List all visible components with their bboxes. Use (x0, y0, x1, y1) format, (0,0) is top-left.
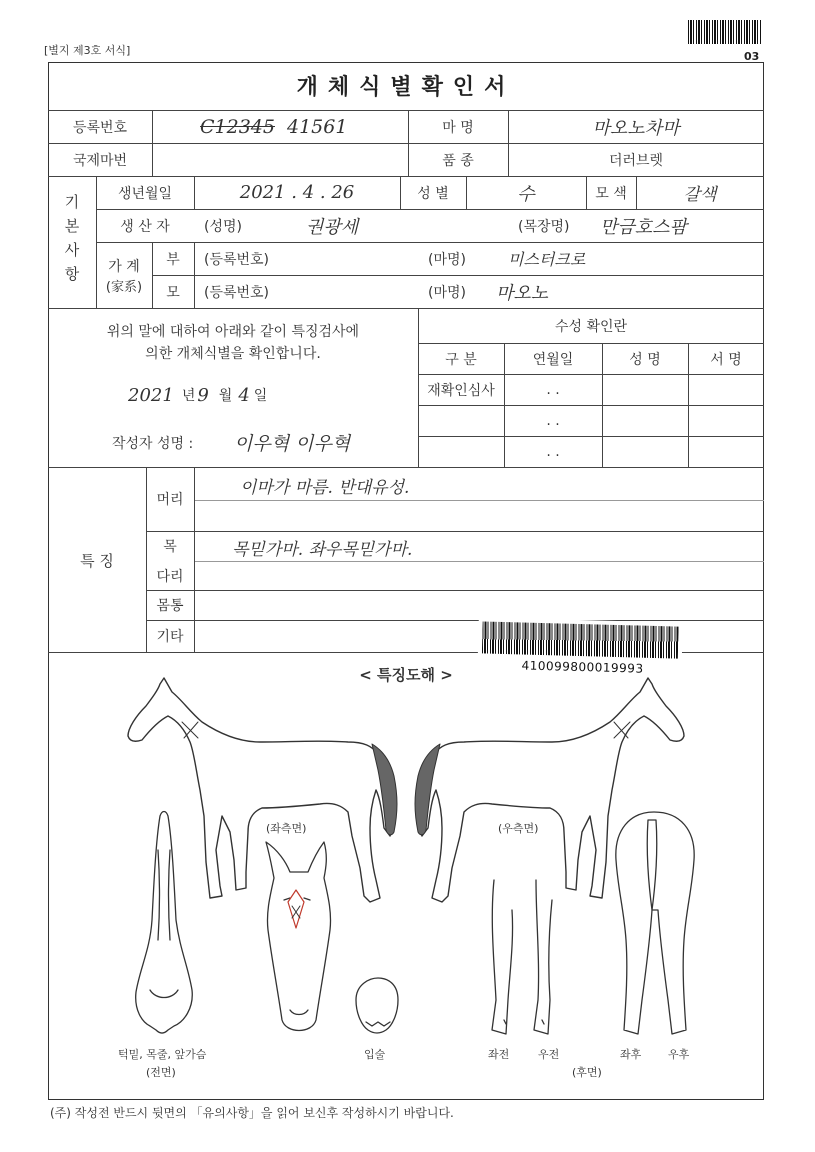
farm-name-label: (목장명) (518, 218, 570, 235)
sire-name: 미스터크로 (508, 250, 586, 269)
dam-label: 모 (166, 284, 180, 301)
horse-name-label: 마 명 (442, 119, 474, 136)
dam-name-label: (마명) (428, 284, 466, 301)
revision-header-name: 성 명 (629, 351, 661, 368)
revision-header-signature: 서 명 (710, 351, 742, 368)
barcode-number: 410099800019993 (521, 658, 644, 676)
horse-left-side-drawing (128, 678, 397, 902)
hind-label: (후면) (572, 1066, 602, 1079)
feature-other-label: 기타 (156, 629, 184, 645)
breeder-label: 생 산 자 (120, 218, 170, 235)
right-side-caption: (우측면) (498, 822, 539, 835)
date-month: 9 (197, 384, 209, 406)
left-hind-leg-caption: 좌후 (620, 1048, 642, 1061)
feature-neck-label: 목 (163, 539, 177, 555)
sire-registration-label: (등록번호) (204, 251, 270, 268)
revision-title: 수성 확인란 (554, 318, 628, 335)
footnote: (주) 작성전 반드시 뒷면의 「유의사항」을 읽어 보신후 작성하시기 바랍니다. (50, 1106, 454, 1120)
basic-section-label: 기본사항 (64, 193, 80, 283)
sex: 수 (517, 183, 535, 205)
muzzle-caption: 입술 (364, 1048, 386, 1061)
front-label: (전면) (146, 1066, 176, 1079)
feature-head: 이마가 마름. 반대유성. (240, 477, 410, 498)
registration-number-struck: C12345 (200, 115, 275, 138)
feature-legs-label: 다리 (156, 568, 184, 585)
month-suffix: 월 (218, 388, 233, 404)
sex-label: 성 별 (417, 185, 449, 202)
confirmation-statement-line1: 위의 말에 대하여 아래와 같이 특징검사에 (106, 324, 360, 340)
revision-row-label: 재확인심사 (427, 382, 495, 399)
registration-number: 41561 (286, 115, 348, 138)
day-suffix: 일 (253, 388, 268, 404)
page-number: 03 (744, 50, 760, 63)
left-front-leg-caption: 좌전 (488, 1048, 510, 1061)
revision-header-date: 연월일 (532, 351, 574, 368)
feature-neck: 목믿가마. 좌우목믿가마. (232, 539, 413, 560)
revision-header-category: 구 분 (445, 351, 477, 368)
horse-hind-view-drawing (616, 812, 694, 1034)
date-day: 4 (238, 384, 250, 406)
features-section-label: 특 징 (80, 551, 114, 570)
breeder-name: 권광세 (306, 216, 359, 238)
coat-color-label: 모 색 (595, 185, 627, 202)
right-front-leg-caption: 우전 (538, 1048, 560, 1061)
sire-name-label: (마명) (428, 251, 466, 268)
registration-number-label: 등록번호 (72, 119, 128, 136)
right-hind-leg-caption: 우후 (668, 1048, 690, 1061)
birth-date: 2021 . 4 . 26 (239, 182, 355, 203)
writer-name: 이우혁 이우혁 (234, 432, 351, 455)
revision-date-1: . . (546, 381, 560, 398)
farm-name: 만금호스팜 (600, 216, 687, 238)
document-title: 개체식별확인서 (296, 75, 516, 100)
feature-head-label: 머리 (156, 492, 184, 508)
coat-color: 갈색 (683, 185, 717, 205)
dam-registration-label: (등록번호) (204, 284, 270, 301)
date-year: 2021 (128, 384, 174, 406)
front-caption: 턱밑, 목줄, 앞가슴 (118, 1048, 207, 1061)
sire-label: 부 (166, 251, 180, 268)
lineage-label: 가 계 (家系) (105, 258, 143, 295)
form-label: [별지 제3호 서식] (44, 44, 131, 57)
horse-head-front-drawing (266, 842, 331, 1031)
revision-date-2: . . (546, 412, 560, 429)
revision-date-3: . . (546, 443, 560, 460)
horse-throat-front-drawing (136, 812, 193, 1034)
year-suffix: 년 (181, 388, 196, 404)
breeder-name-label: (성명) (204, 218, 242, 235)
horse-muzzle-drawing (356, 978, 398, 1033)
feature-body-label: 몸통 (156, 598, 184, 614)
breed: 더러브렛 (608, 152, 664, 169)
birth-date-label: 생년월일 (117, 185, 173, 202)
dam-name: 마오노 (496, 282, 549, 304)
diagram-title: < 특징도해 > (359, 665, 453, 684)
breed-label: 품 종 (442, 152, 474, 169)
left-side-caption: (좌측면) (266, 822, 307, 835)
writer-name-label: 작성자 성명 : (112, 436, 194, 452)
international-number-label: 국제마번 (72, 152, 128, 169)
horse-name: 마오노차마 (592, 117, 680, 139)
horse-front-legs-drawing (492, 880, 552, 1034)
confirmation-statement-line2: 의한 개체식별을 확인합니다. (145, 346, 321, 362)
horse-right-side-drawing (415, 678, 684, 902)
